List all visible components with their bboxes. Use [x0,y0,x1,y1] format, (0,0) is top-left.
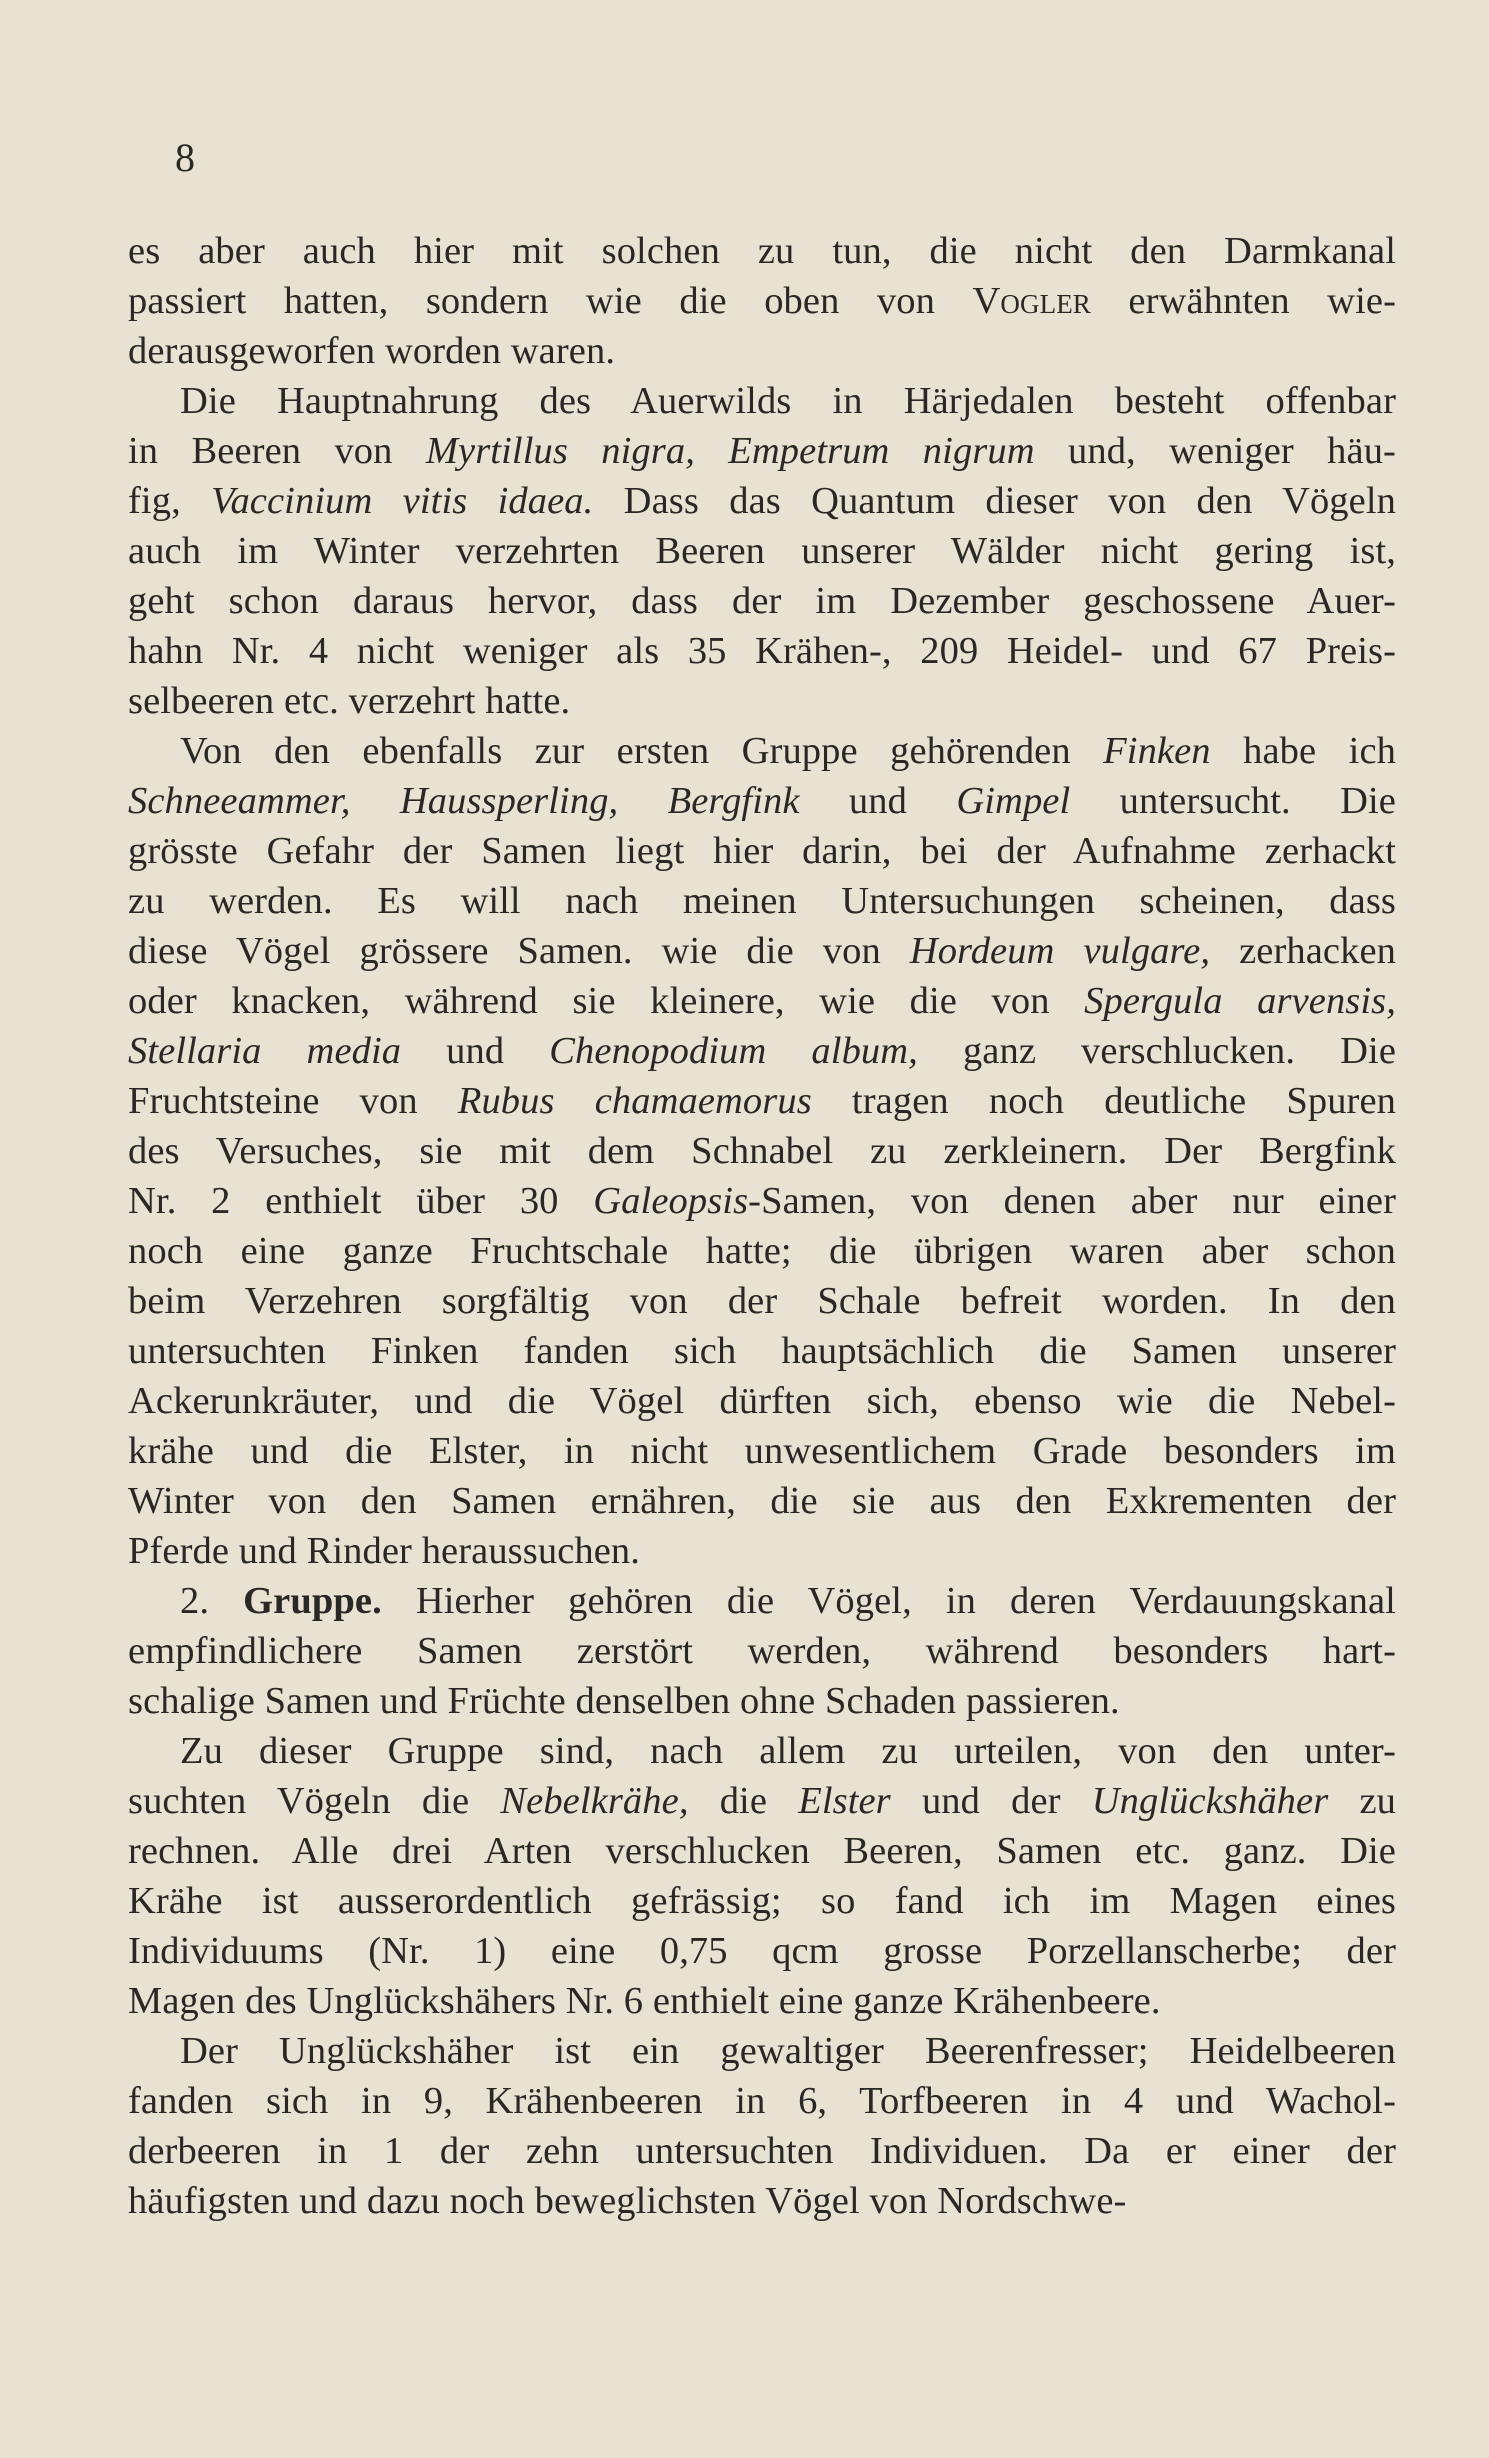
text-run: des Versuches, sie mit dem Schnabel zu zerkleinern. Der Bergfink [128,1130,1396,1172]
text-line [128,676,1396,726]
text-run: derausgeworfen worden waren. [128,330,616,372]
text-line [128,776,1396,826]
text-run: habe ich [1210,730,1396,772]
text-run: Die Hauptnahrung des Auerwilds in Härjedalen besteht offenbar [180,380,1396,422]
text-line [128,726,1396,776]
italic-term: Gimpel [956,780,1071,822]
text-run: zu werden. Es will nach meinen Untersuchungen scheinen, dass [128,880,1396,922]
text-run: fig, [128,480,212,522]
italic-term: Vaccinium vitis idaea. [211,480,594,522]
text-run: schalige Samen und Früchte denselben ohne Schaden passieren. [128,1680,1120,1722]
text-run: häufigsten und dazu noch beweglichsten Vögel von Nordschwe- [128,2180,1127,2222]
text-run: und, weniger häu- [1034,430,1396,472]
text-line [128,526,1396,576]
text-line [128,476,1396,526]
text-run: Magen des Unglückshähers Nr. 6 enthielt eine ganze Krähenbeere. [128,1980,1161,2022]
text-run: untersuchten Finken fanden sich hauptsächlich die Samen unserer [128,1330,1396,1372]
text-run: die [688,1780,799,1822]
text-line [128,1376,1396,1426]
italic-term: Schneeammer, Haussperling, Bergfink [128,780,800,822]
italic-term: Chenopodium album, [549,1030,918,1072]
text-run: diese Vögel grössere Samen. wie die von [128,930,910,972]
text-run: tragen noch deutliche Spuren [811,1080,1397,1122]
text-run: Pferde und Rinder heraussuchen. [128,1530,641,1572]
text-line [128,2076,1396,2126]
italic-term: Unglückshäher [1091,1780,1329,1822]
text-run: zerhacken [1210,930,1396,972]
italic-term: Hordeum vulgare, [909,930,1211,972]
text-line [128,2176,1396,2226]
text-line [128,1176,1396,1226]
text-line [128,1226,1396,1276]
text-run: Zu dieser Gruppe sind, nach allem zu urteilen, von den unter- [180,1730,1396,1772]
italic-term: Nebelkrähe, [500,1780,689,1822]
text-run: beim Verzehren sorgfältig von der Schale befreit worden. In den [128,1280,1396,1322]
text-run: geht schon daraus hervor, dass der im Dezember geschossene Auer- [128,580,1396,622]
text-run: empfindlichere Samen zerstört werden, während besonders hart- [128,1630,1396,1672]
text-line [128,1076,1396,1126]
text-line [128,426,1396,476]
text-line [128,1676,1396,1726]
text-run: fanden sich in 9, Krähenbeeren in 6, Torfbeeren in 4 und Wachol- [128,2080,1396,2122]
text-run: Hierher gehören die Vögel, in deren Verdauungskanal [381,1580,1396,1622]
text-run: zu [1328,1780,1396,1822]
bold-heading: Gruppe. [243,1580,382,1622]
text-run: oder knacken, während sie kleinere, wie die von [128,980,1085,1022]
text-line [128,1476,1396,1526]
italic-term: Rubus chamaemorus [457,1080,812,1122]
text-run: Winter von den Samen ernähren, die sie aus den Exkrementen der [128,1480,1396,1522]
text-line [128,876,1396,926]
text-run: selbeeren etc. verzehrt hatte. [128,680,571,722]
text-line [128,1576,1396,1626]
text-line [128,1826,1396,1876]
text-run: derbeeren in 1 der zehn untersuchten Individuen. Da er einer der [128,2130,1396,2172]
body-text [128,226,1396,2226]
text-run: untersucht. Die [1070,780,1396,822]
text-line [128,1726,1396,1776]
text-line [128,326,1396,376]
text-run: erwähnten wie- [1090,280,1396,322]
text-line [128,276,1396,326]
text-run: Individuums (Nr. 1) eine 0,75 qcm grosse Porzellanscherbe; der [128,1930,1396,1972]
text-run: Ackerunkräuter, und die Vögel dürften sich, ebenso wie die Nebel- [128,1380,1396,1422]
text-line [128,1276,1396,1326]
text-line [128,376,1396,426]
text-line [128,976,1396,1026]
text-run: und der [890,1780,1092,1822]
text-line [128,1776,1396,1826]
text-run: Dass das Quantum dieser von den Vögeln [593,480,1396,522]
text-run: Nr. 2 enthielt über 30 [128,1180,594,1222]
text-line [128,1126,1396,1176]
italic-term: Spergula arvensis, [1084,980,1396,1022]
author-name: Vogler [972,280,1091,322]
text-run: Fruchtsteine von [128,1080,458,1122]
text-line [128,1876,1396,1926]
text-run: Der Unglückshäher ist ein gewaltiger Beerenfresser; Heidelbeeren [180,2030,1396,2072]
text-run: noch eine ganze Fruchtschale hatte; die übrigen waren aber schon [128,1230,1396,1272]
text-line [128,626,1396,676]
text-line [128,1326,1396,1376]
italic-term: Finken [1103,730,1211,772]
text-line [128,2126,1396,2176]
text-run: hahn Nr. 4 nicht weniger als 35 Krähen-, 209 Heidel- und 67 Preis- [128,630,1396,672]
text-run: Krähe ist ausserordentlich gefrässig; so fand ich im Magen eines [128,1880,1396,1922]
text-run: ganz verschlucken. Die [917,1030,1397,1072]
italic-term: Stellaria media [128,1030,402,1072]
text-run: krähe und die Elster, in nicht unwesentlichem Grade besonders im [128,1430,1396,1472]
text-line [128,226,1396,276]
text-line [128,1526,1396,1576]
text-run: und [401,1030,550,1072]
text-line [128,926,1396,976]
text-run: auch im Winter verzehrten Beeren unserer Wälder nicht gering ist, [128,530,1396,572]
italic-term: Elster [798,1780,891,1822]
page-number: 8 [175,135,195,180]
text-run: rechnen. Alle drei Arten verschlucken Beeren, Samen etc. ganz. Die [128,1830,1396,1872]
text-line [128,1426,1396,1476]
text-run: es aber auch hier mit solchen zu tun, die nicht den Darmkanal [128,230,1396,272]
text-run: und [799,780,957,822]
text-line [128,2026,1396,2076]
text-run: in Beeren von [128,430,426,472]
text-run: Von den ebenfalls zur ersten Gruppe gehörenden [180,730,1104,772]
text-line [128,576,1396,626]
text-run: 2. [180,1580,244,1622]
italic-term: Myrtillus nigra, Empetrum nigrum [425,430,1035,472]
text-line [128,1926,1396,1976]
text-run: grösste Gefahr der Samen liegt hier darin, bei der Aufnahme zerhackt [128,830,1396,872]
text-line [128,826,1396,876]
text-run: -Samen, von denen aber nur einer [748,1180,1397,1222]
italic-term: Galeopsis [593,1180,749,1222]
text-line [128,1626,1396,1676]
text-run: suchten Vögeln die [128,1780,501,1822]
text-line [128,1976,1396,2026]
text-run: passiert hatten, sondern wie die oben von [128,280,973,322]
text-line [128,1026,1396,1076]
